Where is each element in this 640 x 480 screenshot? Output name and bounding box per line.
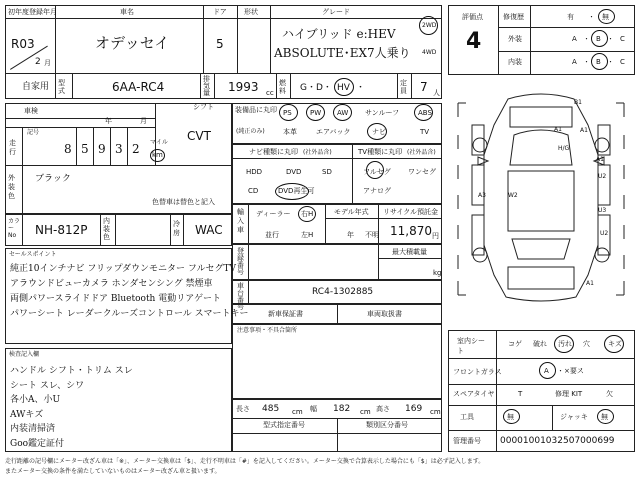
nav-item: DVD xyxy=(286,168,302,176)
mileage-digit: 5 xyxy=(81,142,89,156)
damage-mark: H/G xyxy=(558,145,570,152)
model-label: 型式 xyxy=(58,79,65,95)
grade-option: B xyxy=(596,58,601,66)
damage-mark: W2 xyxy=(508,192,518,199)
damage-mark: U3 xyxy=(598,207,607,214)
tv-label: TV種類に丸印 xyxy=(358,148,403,156)
equip-item: 本革 xyxy=(283,128,297,136)
grade-dot: ・ xyxy=(607,58,614,66)
equipment-sublabel: (純正のみ) xyxy=(236,128,265,135)
interior-cond-label: 室内シート xyxy=(457,337,485,355)
height-unit: cm xyxy=(430,408,441,416)
equip-item: AW xyxy=(337,109,349,117)
grade-label: グレード xyxy=(322,8,350,16)
tv-item: アナログ xyxy=(363,187,391,195)
length-label: 長さ xyxy=(236,405,250,413)
damage-mark: A1 xyxy=(580,127,588,134)
damage-mark: A1 xyxy=(554,126,562,133)
jack-value: 無 xyxy=(601,413,608,421)
shape-label: 形状 xyxy=(244,8,258,16)
grade-option: A xyxy=(572,58,577,66)
jack-label: ジャッキ xyxy=(560,413,588,421)
tv-note: (社外品含) xyxy=(407,149,436,156)
mgmt-no: 00001001032507000699 xyxy=(500,436,615,446)
spare-t: T xyxy=(518,390,523,398)
score: 4 xyxy=(466,29,482,54)
grade-option: C xyxy=(620,58,625,66)
front-glass-suffix: ・×要ス xyxy=(557,367,584,375)
inspector-line: 各小A、小U xyxy=(10,395,61,405)
manual-label: 車両取扱書 xyxy=(367,310,402,318)
model-year-label: モデル年式 xyxy=(334,208,369,216)
length-unit: cm xyxy=(292,408,303,416)
grade-dot: ・ xyxy=(583,35,590,43)
equipment-label: 装備品に丸印 xyxy=(235,106,277,114)
mileage-digit: 2 xyxy=(132,142,140,156)
reg-no-label: 登録番号 xyxy=(237,247,244,276)
drive-alt: 4WD xyxy=(422,49,437,56)
fuel-options: G・D・ xyxy=(300,83,332,93)
parallel: 並行 xyxy=(265,231,279,239)
nav-item: HDD xyxy=(246,168,263,176)
model-year-unknown: 不明 xyxy=(365,231,379,239)
mgmt-label: 管理番号 xyxy=(453,437,481,445)
equip-item: PW xyxy=(310,109,322,117)
year-unit: 年 xyxy=(105,117,112,125)
int-cond-item: 穴 xyxy=(583,340,590,348)
grade-option: B xyxy=(596,35,601,43)
ac: WAC xyxy=(195,223,223,237)
footer-line1: 走行距離の記号欄にメーター改ざん車は「※」、メーター交換車は「$」、走行不明車は「#」を記入してください。メーター交換で合算表示した場合にも「$」は必ず記入します。 xyxy=(5,458,485,465)
nav-label: ナビ種類に丸印 xyxy=(249,148,298,156)
digit-divider xyxy=(76,127,77,165)
recycle-amount: 11,870 xyxy=(390,224,432,238)
height-label: 高さ xyxy=(376,405,390,413)
equip-item: ナビ xyxy=(372,128,386,136)
mileage-digit: 3 xyxy=(115,142,123,156)
dealer: ディーラー xyxy=(256,210,291,218)
mileage-digit: 8 xyxy=(64,142,72,156)
color-no: NH-812P xyxy=(35,223,88,237)
footer-line2: またメーター交換の条件を満たしていないものはメーター改ざん車と扱います。 xyxy=(5,468,221,475)
reg-year-label: 初年度登録年月 xyxy=(8,8,57,16)
ext-grade-label: 外装 xyxy=(508,35,522,43)
int-cond-item: 汚れ xyxy=(558,340,572,348)
inspector-line: AWキズ xyxy=(10,409,44,420)
fuel-label: 燃料 xyxy=(279,79,286,95)
model: 6AA-RC4 xyxy=(112,80,165,94)
int-grade-label: 内装 xyxy=(508,58,522,66)
capacity-unit: 人 xyxy=(433,89,440,97)
equip-item: ABS xyxy=(418,109,432,117)
damage-mark: U2 xyxy=(598,173,607,180)
digit-divider xyxy=(110,127,111,165)
height: 169 xyxy=(405,404,423,414)
tools-value: 無 xyxy=(507,413,514,421)
sales-line: パワーシート レーダークルーズコントロール スマートキー xyxy=(10,309,249,319)
model-year-unit: 年 xyxy=(347,231,354,239)
displacement-label: 排気量 xyxy=(203,75,210,97)
reg-month-unit: 月 xyxy=(44,59,51,67)
month-unit: 月 xyxy=(140,117,147,125)
door-label: ドア xyxy=(213,8,227,16)
damage-mark: A1 xyxy=(596,156,604,163)
spare-kit: 修理 KIT xyxy=(555,390,583,398)
tv-item: フルセグ xyxy=(363,168,391,176)
int-cond-item: 破れ xyxy=(533,340,547,348)
equip-item: PS xyxy=(283,109,292,117)
spare-none: 欠 xyxy=(606,390,613,398)
int-cond-item: キズ xyxy=(608,340,622,348)
max-load-label: 最大積載量 xyxy=(392,248,427,256)
displacement-unit: cc xyxy=(266,89,274,97)
nav-item: SD xyxy=(322,168,332,176)
digit-divider xyxy=(127,127,128,165)
fuel-selected: HV xyxy=(337,83,350,93)
capacity: 7 xyxy=(420,80,428,94)
repair-no: 無 xyxy=(602,13,609,21)
inspector-label: 検査記入欄 xyxy=(9,351,40,358)
width: 182 xyxy=(333,404,351,414)
score-label: 評価点 xyxy=(462,13,483,21)
damage-mark: B1 xyxy=(574,99,582,106)
damage-mark: U2 xyxy=(600,230,609,237)
digit-divider xyxy=(93,127,94,165)
grade-line2: ABSOLUTE･EX7人乗り xyxy=(274,46,411,60)
nav-item: DVD再生可 xyxy=(278,187,315,195)
nav-item: CD xyxy=(248,187,259,195)
chassis-no: RC4-1302885 xyxy=(312,287,374,297)
width-label: 幅 xyxy=(310,405,317,413)
front-glass-selected: A xyxy=(544,367,549,375)
recycle-yen: 円 xyxy=(432,232,439,240)
equip-item: エアバック xyxy=(316,128,351,136)
repair-yes: 有 xyxy=(567,13,574,21)
equip-item: サンルーフ xyxy=(365,109,400,117)
reg-year: R03 xyxy=(11,37,35,51)
ac-label: 冷房 xyxy=(173,220,180,237)
front-glass-label: フロントガラス xyxy=(453,368,502,376)
drive-circled: 2WD xyxy=(422,22,437,29)
tv-item: ワンセグ xyxy=(408,168,436,176)
length: 485 xyxy=(262,404,280,414)
fuel-suffix: ・ xyxy=(356,83,366,93)
car-name-label: 車名 xyxy=(120,8,134,16)
chassis-label: 車台番号 xyxy=(237,282,244,311)
grade-dot: ・ xyxy=(583,58,590,66)
recycle-label: リサイクル預託金 xyxy=(383,208,439,216)
grade-option: C xyxy=(620,35,625,43)
km-label: km xyxy=(152,151,163,159)
type-label: 型式指定番号 xyxy=(263,421,305,429)
color-no-label: カラーNo xyxy=(8,218,21,239)
grade-line1: ハイブリッド e:HEV xyxy=(282,27,396,41)
int-cond-item: コゲ xyxy=(508,340,522,348)
damage-mark: A1 xyxy=(586,280,594,287)
exterior-color: ブラック xyxy=(35,174,71,184)
nav-note: (社外品含) xyxy=(303,149,332,156)
shift: CVT xyxy=(187,129,211,143)
inspection-label: 車検 xyxy=(24,107,38,115)
use-type: 自家用 xyxy=(22,82,50,92)
capacity-label: 定員 xyxy=(400,79,407,95)
spare-label: スペアタイヤ xyxy=(453,390,495,398)
inspector-line: ハンドル シフト・トリム スレ xyxy=(10,366,133,376)
damage-mark: A3 xyxy=(478,192,486,199)
reg-month: 2 xyxy=(35,57,41,67)
sales-line: 両側パワースライドドア Bluetooth 電動リアゲート xyxy=(10,294,221,304)
exterior-label: 外装色 xyxy=(8,174,15,200)
warranty-label: 新車保証書 xyxy=(268,310,303,318)
color-note: 色替車は替色と記入 xyxy=(152,198,215,206)
doors: 5 xyxy=(216,37,224,51)
tools-label: 工具 xyxy=(460,413,474,421)
width-unit: cm xyxy=(360,408,371,416)
car-diagram xyxy=(448,85,635,325)
shift-label: シフト xyxy=(193,103,214,111)
car-name: オデッセイ xyxy=(95,34,170,52)
import-label: 輸入車 xyxy=(237,208,244,234)
max-load-unit: kg xyxy=(433,269,442,277)
mile-label: マイル xyxy=(150,139,168,146)
inspector-line: 内装清掃済 xyxy=(10,424,56,434)
notes-frame xyxy=(232,324,442,399)
steering-right: 右H xyxy=(301,210,314,218)
displacement: 1993 xyxy=(228,80,259,94)
mileage-label: 走行 xyxy=(9,139,16,156)
repair-label: 修復歴 xyxy=(503,13,524,21)
mileage-digit: 9 xyxy=(98,142,106,156)
record-label: 記号 xyxy=(27,129,40,136)
notes-label: 注意事項・不具合箇所 xyxy=(237,327,298,334)
interior-label: 内装色 xyxy=(103,217,110,241)
grade-dot: ・ xyxy=(607,35,614,43)
inspector-line: シート スレ、シワ xyxy=(10,380,85,391)
sales-line: 純正10インチナビ フリップダウンモニター フルセグTV xyxy=(10,264,236,274)
steering-left: 左H xyxy=(301,231,314,239)
inspector-line: Goo鑑定証付 xyxy=(10,438,65,449)
sales-label: セールスポイント xyxy=(9,251,57,258)
class-label: 類別区分番号 xyxy=(366,421,408,429)
equip-item: TV xyxy=(420,128,430,136)
sales-line: アラウンドビューカメラ ホンダセンシング 禁煙車 xyxy=(10,279,213,289)
grade-option: A xyxy=(572,35,577,43)
